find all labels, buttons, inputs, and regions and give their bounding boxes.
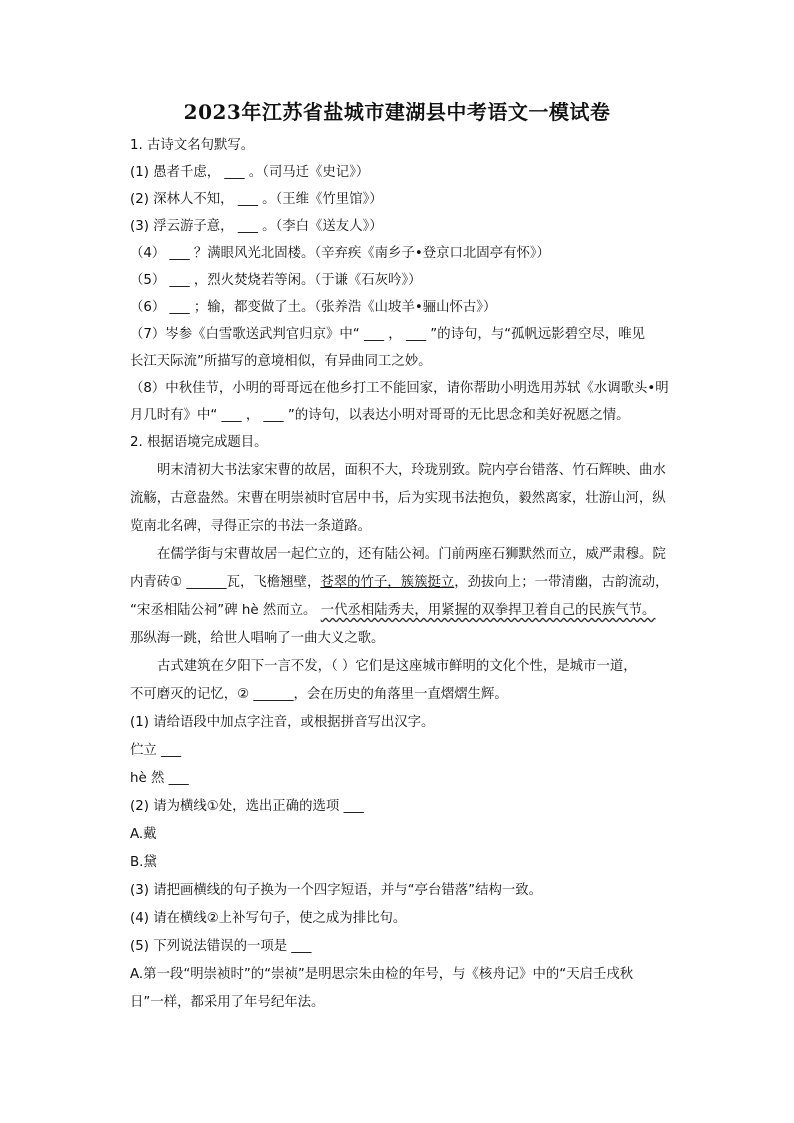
sub-question-5-option-a: A.第一段“明崇祯时”的“崇祯”是明思宗朱由检的年号，与《核舟记》中的“天启壬戌秋 bbox=[130, 967, 634, 982]
text-segment: 内青砖① ______瓦，飞檐翘壁， bbox=[130, 575, 321, 590]
sub-question-4: (4) 请在横线②上补写句子，使之成为排比句。 bbox=[130, 911, 407, 926]
sub-question-3: (3) 请把画横线的句子换为一个四字短语，并与“亭台错落”结构一致。 bbox=[130, 883, 543, 898]
sub-question-2: (2) 请为横线①处，选出正确的选项 ___ bbox=[130, 799, 364, 814]
q1-item-7-cont: 长江天际流”所描写的意境相似，有异曲同工之妙。 bbox=[130, 354, 432, 369]
passage-para-2-line-3 bbox=[130, 602, 655, 620]
answer-line-zhuli: 伫立 ___ bbox=[130, 743, 182, 758]
q1-item-5: （5） ___ ，烈火焚烧若等闲。（于谦《石灰吟》） bbox=[130, 273, 422, 288]
answer-line-he: hè 然 ___ bbox=[130, 771, 189, 786]
passage-para-3-line-2: 不可磨灭的记忆，② ______，会在历史的角落里一直熠熠生辉。 bbox=[130, 687, 508, 702]
passage-para-2-line-1: 在儒学街与宋曹故居一起伫立的，还有陆公祠。门前两座石狮默然而立，威严肃穆。院 bbox=[157, 547, 666, 562]
text-segment: ，劲拔向上；一带清幽，古韵流动， bbox=[454, 575, 669, 590]
q1-item-6: （6） ___ ；输，都变做了土。（张养浩《山坡羊•骊山怀古》） bbox=[130, 300, 497, 315]
underlined-sentence: 苍翠的竹子，簇簇挺立 bbox=[320, 575, 455, 590]
option-b: B.黛 bbox=[130, 855, 157, 870]
q1-item-8-cont: 月几时有》中“ ___ ， ___ ”的诗句，以表达小明对哥哥的无比思念和美好祝愿之情。 bbox=[130, 408, 630, 423]
text-segment: “宋丞相陆公祠”碑 hè 然而立。 bbox=[130, 603, 317, 618]
q1-item-8: （8）中秋佳节，小明的哥哥远在他乡打工不能回家，请你帮助小明选用苏轼《水调歌头•明 bbox=[130, 381, 669, 396]
passage-para-2-line-2 bbox=[130, 574, 669, 592]
option-a: A.戴 bbox=[130, 827, 157, 842]
question-2-heading: 2. 根据语境完成题目。 bbox=[130, 435, 268, 450]
wavy-underlined-sentence: 一代丞相陆秀夫，用紧握的双拳捍卫着自己的民族气节。 bbox=[320, 603, 656, 618]
passage-para-3-line-1: 古式建筑在夕阳下一言不发，（ ）它们是这座城市鲜明的文化个性，是城市一道， bbox=[157, 659, 637, 674]
q1-item-2: (2) 深林人不知， ___ 。（王维《竹里馆》） bbox=[130, 192, 383, 207]
question-1-heading: 1. 古诗文名句默写。 bbox=[130, 138, 255, 153]
page-title: 2023年江苏省盐城市建湖县中考语文一模试卷 bbox=[183, 100, 611, 124]
q1-item-4: （4） ___ ？满眼风光北固楼。（辛弃疾《南乡子•登京口北固亭有怀》） bbox=[130, 246, 550, 261]
q1-item-1: (1) 愚者千虑， ___ 。（司马迁《史记》） bbox=[130, 165, 370, 180]
q1-item-7: （7）岑参《白雪歌送武判官归京》中“ ___ ， ___ ”的诗句，与“孤帆远影碧空尽，唯见 bbox=[130, 327, 646, 342]
q1-item-3: (3) 浮云游子意， ___ 。（李白《送友人》） bbox=[130, 219, 383, 234]
sub-question-5-option-a-cont: 日”一样，都采用了年号纪年法。 bbox=[130, 995, 325, 1010]
sub-question-1: (1) 请给语段中加点字注音，或根据拼音写出汉字。 bbox=[130, 715, 435, 730]
passage-para-2-line-4: 那纵海一跳，给世人唱响了一曲大义之歌。 bbox=[130, 631, 385, 646]
passage-para-1-line-3: 览南北名碑，寻得正宗的书法一条道路。 bbox=[130, 519, 372, 534]
passage-para-1-line-2: 流觞，古意盎然。宋曹在明崇祯时官居中书，后为实现书法抱负，毅然离家，壮游山河，纵 bbox=[130, 491, 666, 506]
sub-question-5: (5) 下列说法错误的一项是 ___ bbox=[130, 939, 312, 954]
passage-para-1-line-1: 明末清初大书法家宋曹的故居，面积不大，玲珑别致。院内亭台错落、竹石辉映、曲水 bbox=[157, 463, 666, 478]
